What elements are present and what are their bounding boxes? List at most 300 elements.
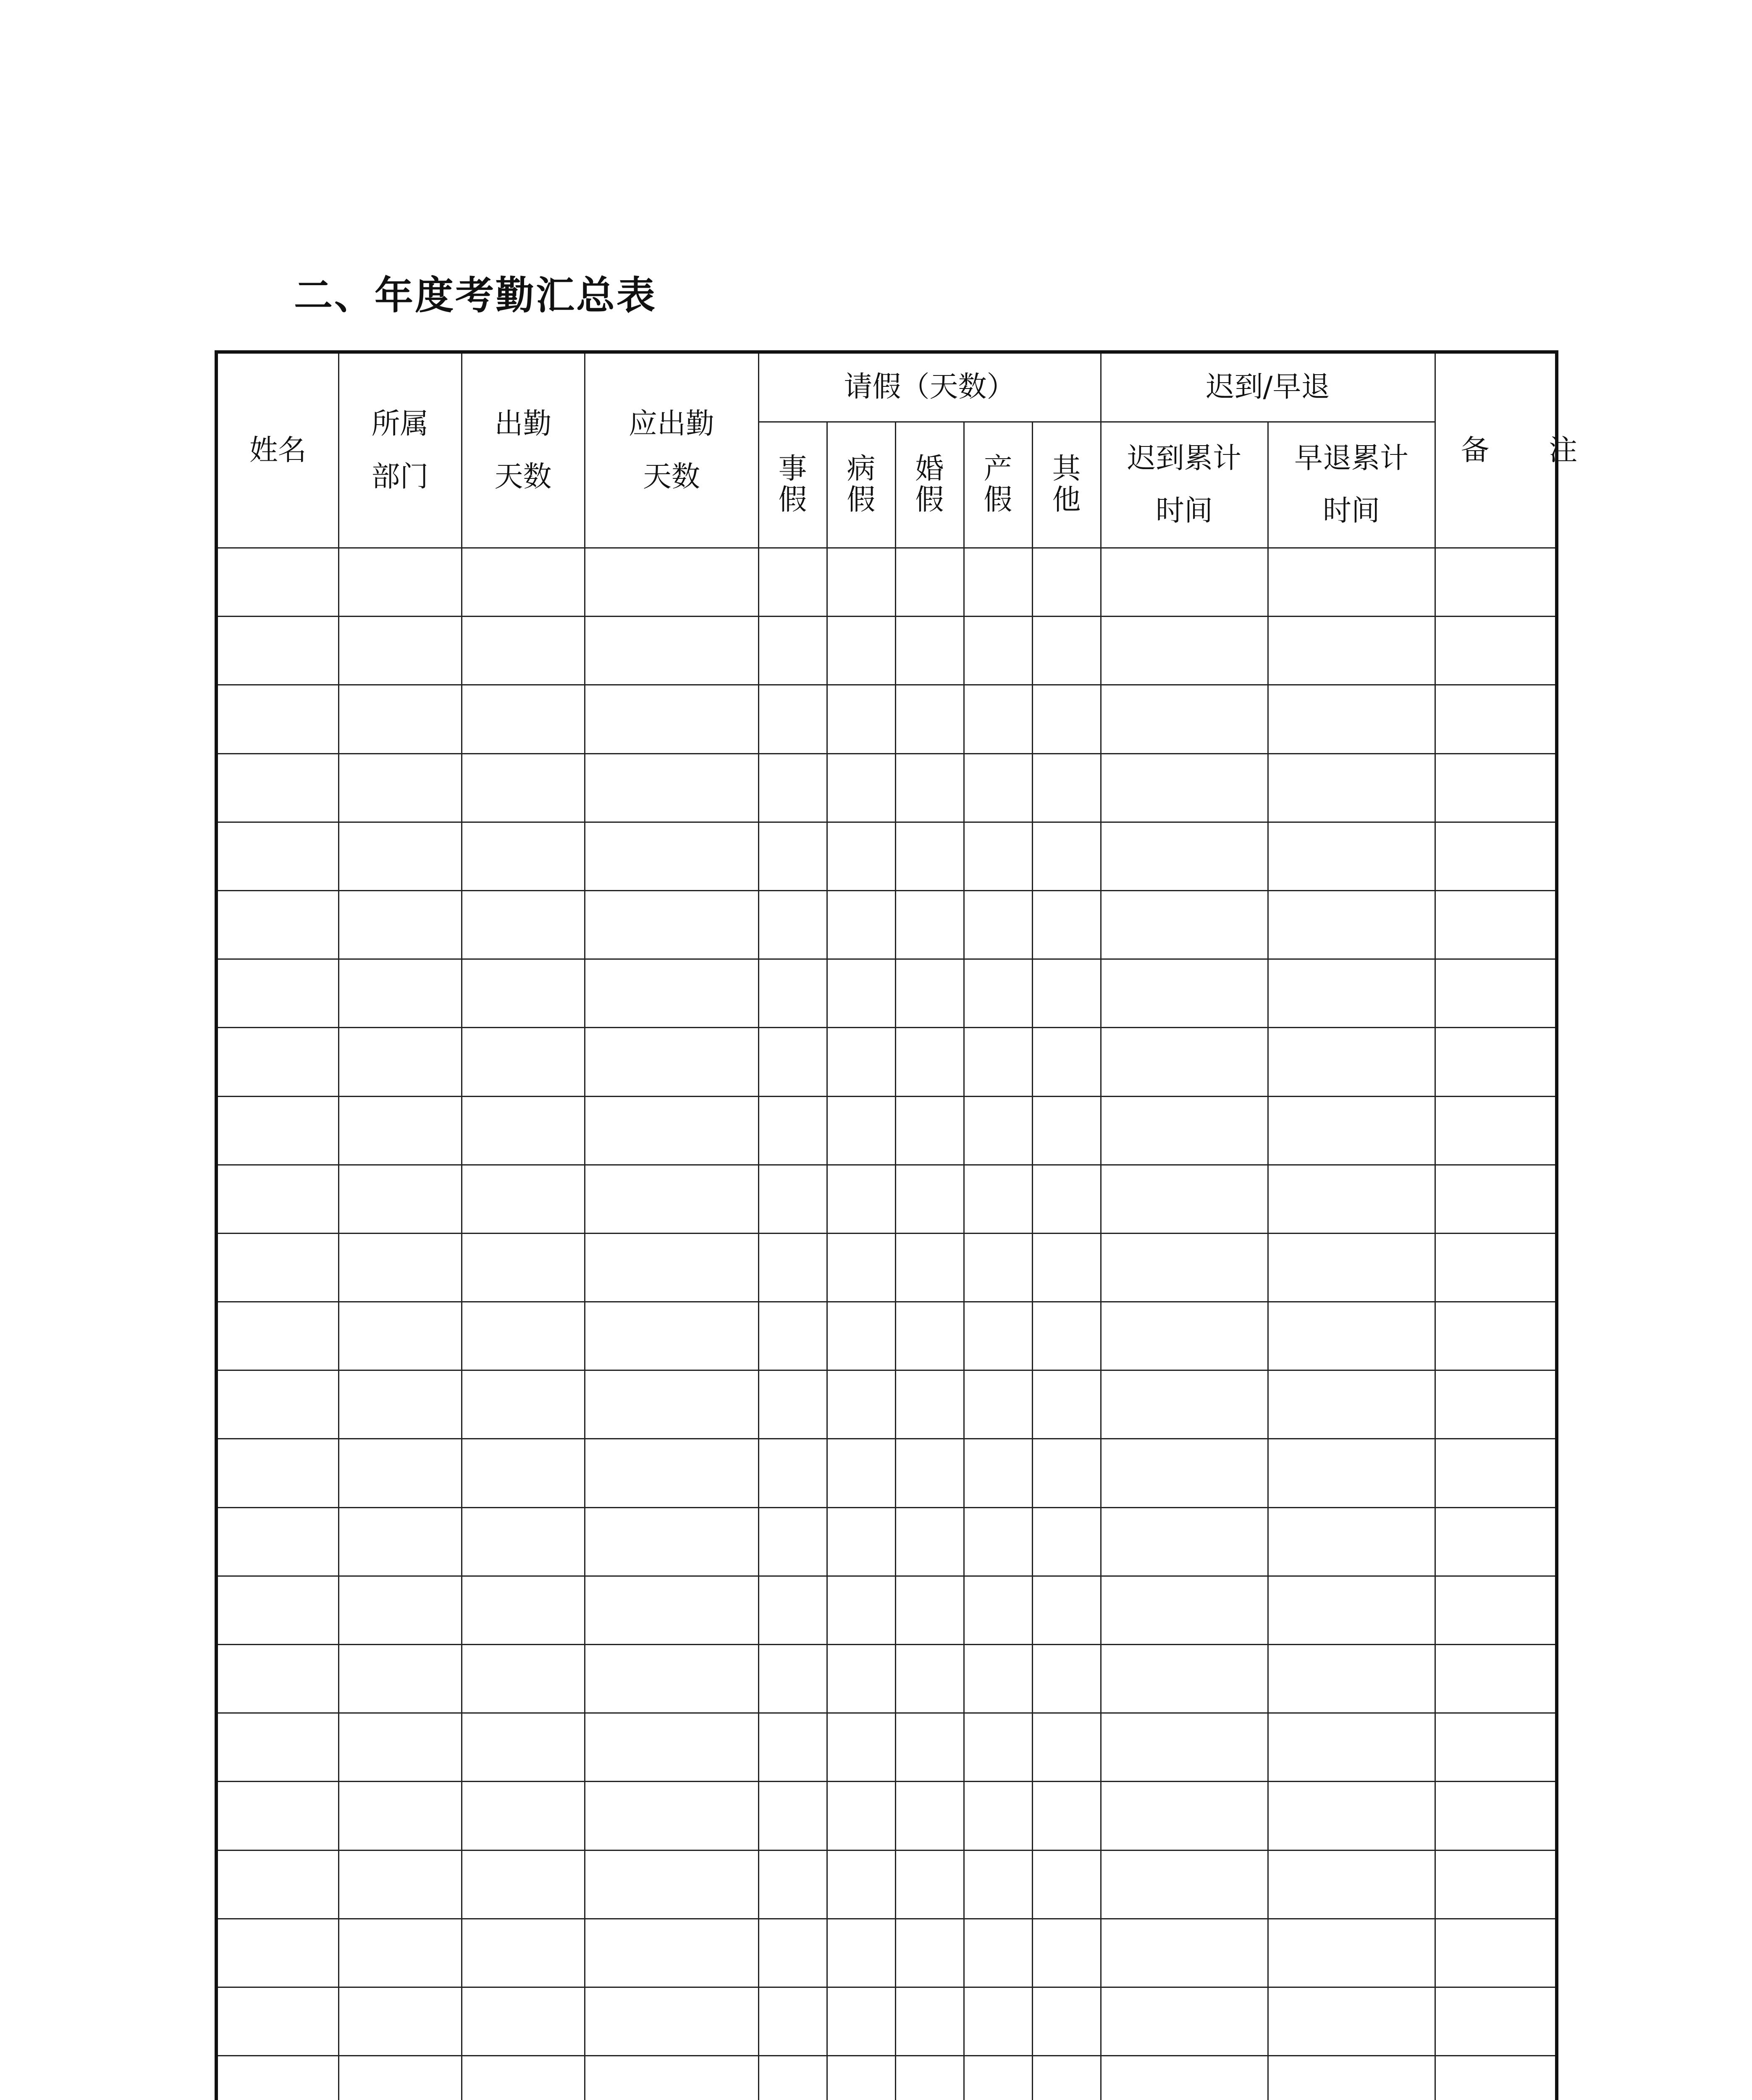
table-cell[interactable] bbox=[462, 1645, 585, 1713]
table-cell[interactable] bbox=[1032, 1165, 1101, 1233]
table-cell[interactable] bbox=[216, 1165, 338, 1233]
table-cell[interactable] bbox=[827, 1987, 895, 2055]
table-cell[interactable] bbox=[895, 822, 964, 890]
table-cell[interactable] bbox=[1101, 2056, 1268, 2100]
table-cell[interactable] bbox=[585, 890, 758, 959]
table-cell[interactable] bbox=[895, 1782, 964, 1850]
table-cell[interactable] bbox=[1101, 1987, 1268, 2055]
table-cell[interactable] bbox=[895, 617, 964, 685]
table-cell[interactable] bbox=[338, 1645, 462, 1713]
table-row bbox=[216, 1096, 1557, 1165]
table-cell[interactable] bbox=[585, 1507, 758, 1576]
table-cell[interactable] bbox=[1101, 1919, 1268, 1987]
table-cell[interactable] bbox=[1268, 1782, 1435, 1850]
table-cell[interactable] bbox=[585, 753, 758, 822]
table-cell[interactable] bbox=[462, 1302, 585, 1370]
table-cell[interactable] bbox=[585, 1370, 758, 1439]
table-cell[interactable] bbox=[585, 1576, 758, 1644]
table-cell[interactable] bbox=[462, 1507, 585, 1576]
table-cell[interactable] bbox=[1101, 753, 1268, 822]
table-cell[interactable] bbox=[827, 890, 895, 959]
table-cell[interactable] bbox=[1032, 1096, 1101, 1165]
table-cell[interactable] bbox=[1101, 822, 1268, 890]
table-cell[interactable] bbox=[1268, 1233, 1435, 1302]
table-cell[interactable] bbox=[1101, 1576, 1268, 1644]
table-cell[interactable] bbox=[758, 1576, 827, 1644]
table-cell[interactable] bbox=[827, 548, 895, 617]
table-cell[interactable] bbox=[1032, 1645, 1101, 1713]
table-cell[interactable] bbox=[216, 1302, 338, 1370]
table-cell[interactable] bbox=[758, 1987, 827, 2055]
table-cell[interactable] bbox=[216, 1987, 338, 2055]
table-cell[interactable] bbox=[1268, 1919, 1435, 1987]
table-cell[interactable] bbox=[964, 1713, 1032, 1782]
table-cell[interactable] bbox=[895, 1439, 964, 1507]
table-cell[interactable] bbox=[585, 959, 758, 1028]
table-cell[interactable] bbox=[462, 1987, 585, 2055]
table-cell[interactable] bbox=[585, 1782, 758, 1850]
table-cell[interactable] bbox=[216, 1782, 338, 1850]
table-cell[interactable] bbox=[338, 1987, 462, 2055]
table-cell[interactable] bbox=[827, 1096, 895, 1165]
table-cell[interactable] bbox=[827, 1233, 895, 1302]
table-cell[interactable] bbox=[585, 1850, 758, 1919]
table-cell[interactable] bbox=[895, 1850, 964, 1919]
table-cell[interactable] bbox=[1032, 1302, 1101, 1370]
table-cell[interactable] bbox=[964, 890, 1032, 959]
header-leave-maternity: 产 假 bbox=[964, 422, 1032, 548]
table-cell[interactable] bbox=[964, 1165, 1032, 1233]
table-cell[interactable] bbox=[338, 1507, 462, 1576]
table-cell[interactable] bbox=[1032, 1713, 1101, 1782]
table-cell[interactable] bbox=[1435, 1576, 1557, 1644]
table-cell[interactable] bbox=[758, 1645, 827, 1713]
table-cell[interactable] bbox=[964, 1850, 1032, 1919]
table-cell[interactable] bbox=[338, 959, 462, 1028]
table-cell[interactable] bbox=[827, 1919, 895, 1987]
table-cell[interactable] bbox=[895, 1165, 964, 1233]
table-cell[interactable] bbox=[1268, 753, 1435, 822]
table-cell[interactable] bbox=[1032, 1507, 1101, 1576]
table-cell[interactable] bbox=[964, 1987, 1032, 2055]
table-cell[interactable] bbox=[585, 1165, 758, 1233]
table-cell[interactable] bbox=[1032, 548, 1101, 617]
table-cell[interactable] bbox=[1032, 1850, 1101, 1919]
table-row bbox=[216, 685, 1557, 753]
table-cell[interactable] bbox=[827, 1165, 895, 1233]
table-cell[interactable] bbox=[758, 1028, 827, 1096]
table-cell[interactable] bbox=[964, 617, 1032, 685]
table-cell[interactable] bbox=[964, 1302, 1032, 1370]
table-cell[interactable] bbox=[758, 1713, 827, 1782]
table-cell[interactable] bbox=[895, 890, 964, 959]
table-cell[interactable] bbox=[1101, 617, 1268, 685]
table-row bbox=[216, 1576, 1557, 1644]
table-cell[interactable] bbox=[827, 1576, 895, 1644]
table-cell[interactable] bbox=[827, 753, 895, 822]
table-cell[interactable] bbox=[462, 1028, 585, 1096]
table-cell[interactable] bbox=[1032, 1576, 1101, 1644]
table-cell[interactable] bbox=[1101, 1713, 1268, 1782]
table-cell[interactable] bbox=[338, 1576, 462, 1644]
table-cell[interactable] bbox=[964, 1507, 1032, 1576]
table-cell[interactable] bbox=[758, 548, 827, 617]
table-cell[interactable] bbox=[1435, 685, 1557, 753]
table-cell[interactable] bbox=[964, 959, 1032, 1028]
table-cell[interactable] bbox=[338, 1850, 462, 1919]
table-cell[interactable] bbox=[827, 1713, 895, 1782]
table-cell[interactable] bbox=[827, 1507, 895, 1576]
table-cell[interactable] bbox=[758, 1782, 827, 1850]
table-cell[interactable] bbox=[758, 1439, 827, 1507]
table-cell[interactable] bbox=[338, 1233, 462, 1302]
table-cell[interactable] bbox=[585, 1028, 758, 1096]
table-cell[interactable] bbox=[462, 753, 585, 822]
table-cell[interactable] bbox=[338, 1096, 462, 1165]
table-cell[interactable] bbox=[216, 2056, 338, 2100]
table-cell[interactable] bbox=[895, 753, 964, 822]
table-cell[interactable] bbox=[462, 890, 585, 959]
table-cell[interactable] bbox=[1101, 1645, 1268, 1713]
table-cell[interactable] bbox=[964, 1370, 1032, 1439]
table-cell[interactable] bbox=[1268, 1987, 1435, 2055]
table-row bbox=[216, 1850, 1557, 1919]
table-cell[interactable] bbox=[462, 822, 585, 890]
table-cell[interactable] bbox=[1268, 959, 1435, 1028]
table-cell[interactable] bbox=[827, 1850, 895, 1919]
table-cell[interactable] bbox=[895, 959, 964, 1028]
table-cell[interactable] bbox=[1101, 1850, 1268, 1919]
table-cell[interactable] bbox=[1101, 890, 1268, 959]
table-cell[interactable] bbox=[758, 685, 827, 753]
table-cell[interactable] bbox=[758, 1233, 827, 1302]
table-cell[interactable] bbox=[1268, 890, 1435, 959]
table-cell[interactable] bbox=[462, 1096, 585, 1165]
table-cell[interactable] bbox=[585, 548, 758, 617]
table-cell[interactable] bbox=[338, 685, 462, 753]
table-cell[interactable] bbox=[964, 1096, 1032, 1165]
table-cell[interactable] bbox=[1268, 685, 1435, 753]
table-cell[interactable] bbox=[1268, 548, 1435, 617]
table-cell[interactable] bbox=[1435, 1439, 1557, 1507]
table-cell[interactable] bbox=[585, 1302, 758, 1370]
table-row bbox=[216, 1782, 1557, 1850]
table-cell[interactable] bbox=[338, 1439, 462, 1507]
table-cell[interactable] bbox=[338, 890, 462, 959]
table-cell[interactable] bbox=[895, 1302, 964, 1370]
table-cell[interactable] bbox=[1101, 1302, 1268, 1370]
table-cell[interactable] bbox=[216, 548, 338, 617]
table-cell[interactable] bbox=[827, 1370, 895, 1439]
table-cell[interactable] bbox=[462, 1165, 585, 1233]
table-cell[interactable] bbox=[585, 1645, 758, 1713]
table-cell[interactable] bbox=[1032, 1782, 1101, 1850]
table-row bbox=[216, 548, 1557, 617]
table-cell[interactable] bbox=[338, 1713, 462, 1782]
table-cell[interactable] bbox=[758, 959, 827, 1028]
table-cell[interactable] bbox=[216, 1370, 338, 1439]
table-cell[interactable] bbox=[1435, 617, 1557, 685]
table-cell[interactable] bbox=[338, 1028, 462, 1096]
table-cell[interactable] bbox=[462, 1370, 585, 1439]
table-cell[interactable] bbox=[964, 1576, 1032, 1644]
table-cell[interactable] bbox=[1435, 2056, 1557, 2100]
table-cell[interactable] bbox=[1032, 959, 1101, 1028]
table-cell[interactable] bbox=[462, 1576, 585, 1644]
table-cell[interactable] bbox=[216, 1576, 338, 1644]
table-cell[interactable] bbox=[964, 1233, 1032, 1302]
table-cell[interactable] bbox=[216, 1507, 338, 1576]
table-cell[interactable] bbox=[462, 685, 585, 753]
table-cell[interactable] bbox=[964, 1782, 1032, 1850]
table-cell[interactable] bbox=[758, 617, 827, 685]
table-cell[interactable] bbox=[216, 753, 338, 822]
table-cell[interactable] bbox=[338, 1302, 462, 1370]
table-cell[interactable] bbox=[895, 1370, 964, 1439]
table-cell[interactable] bbox=[895, 1919, 964, 1987]
table-cell[interactable] bbox=[1032, 1439, 1101, 1507]
table-cell[interactable] bbox=[895, 1645, 964, 1713]
table-cell[interactable] bbox=[895, 1713, 964, 1782]
table-cell[interactable] bbox=[338, 548, 462, 617]
table-row bbox=[216, 1919, 1557, 1987]
table-row bbox=[216, 1370, 1557, 1439]
table-cell[interactable] bbox=[827, 1782, 895, 1850]
table-cell[interactable] bbox=[338, 617, 462, 685]
table-cell[interactable] bbox=[1435, 753, 1557, 822]
table-row bbox=[216, 1302, 1557, 1370]
table-cell[interactable] bbox=[1032, 822, 1101, 890]
table-cell[interactable] bbox=[827, 959, 895, 1028]
table-cell[interactable] bbox=[895, 1576, 964, 1644]
table-cell[interactable] bbox=[1032, 1919, 1101, 1987]
table-cell[interactable] bbox=[895, 2056, 964, 2100]
table-row bbox=[216, 1028, 1557, 1096]
table-cell[interactable] bbox=[338, 1370, 462, 1439]
table-cell[interactable] bbox=[585, 685, 758, 753]
table-cell[interactable] bbox=[338, 1782, 462, 1850]
table-cell[interactable] bbox=[462, 617, 585, 685]
table-cell[interactable] bbox=[585, 2056, 758, 2100]
table-cell[interactable] bbox=[585, 617, 758, 685]
table-cell[interactable] bbox=[895, 1096, 964, 1165]
table-cell[interactable] bbox=[1268, 2056, 1435, 2100]
table-cell[interactable] bbox=[1032, 2056, 1101, 2100]
table-cell[interactable] bbox=[1268, 822, 1435, 890]
table-cell[interactable] bbox=[462, 1782, 585, 1850]
table-cell[interactable] bbox=[1101, 1439, 1268, 1507]
table-cell[interactable] bbox=[1435, 1919, 1557, 1987]
table-cell[interactable] bbox=[1101, 1370, 1268, 1439]
table-cell[interactable] bbox=[964, 1645, 1032, 1713]
table-cell[interactable] bbox=[964, 548, 1032, 617]
table-cell[interactable] bbox=[827, 1302, 895, 1370]
table-cell[interactable] bbox=[1101, 959, 1268, 1028]
table-row bbox=[216, 1987, 1557, 2055]
table-cell[interactable] bbox=[585, 1439, 758, 1507]
table-cell[interactable] bbox=[758, 1850, 827, 1919]
table-cell[interactable] bbox=[1268, 1713, 1435, 1782]
table-cell[interactable] bbox=[462, 959, 585, 1028]
table-cell[interactable] bbox=[827, 685, 895, 753]
table-cell[interactable] bbox=[758, 1507, 827, 1576]
table-cell[interactable] bbox=[964, 753, 1032, 822]
table-cell[interactable] bbox=[895, 1507, 964, 1576]
table-cell[interactable] bbox=[1032, 890, 1101, 959]
table-cell[interactable] bbox=[1268, 1302, 1435, 1370]
table-cell[interactable] bbox=[827, 2056, 895, 2100]
table-cell[interactable] bbox=[964, 2056, 1032, 2100]
table-cell[interactable] bbox=[462, 1850, 585, 1919]
table-row bbox=[216, 617, 1557, 685]
table-cell[interactable] bbox=[216, 1096, 338, 1165]
table-cell[interactable] bbox=[462, 1233, 585, 1302]
table-cell[interactable] bbox=[758, 890, 827, 959]
table-cell[interactable] bbox=[895, 1028, 964, 1096]
table-cell[interactable] bbox=[1435, 1233, 1557, 1302]
table-cell[interactable] bbox=[758, 1165, 827, 1233]
table-cell[interactable] bbox=[1435, 1370, 1557, 1439]
table-cell[interactable] bbox=[216, 617, 338, 685]
table-cell[interactable] bbox=[1268, 617, 1435, 685]
table-cell[interactable] bbox=[1435, 1782, 1557, 1850]
header-early-total: 早退累计 时间 bbox=[1268, 422, 1435, 548]
table-cell[interactable] bbox=[1268, 1645, 1435, 1713]
table-cell[interactable] bbox=[1032, 753, 1101, 822]
table-cell[interactable] bbox=[895, 548, 964, 617]
table-cell[interactable] bbox=[1435, 1850, 1557, 1919]
table-cell[interactable] bbox=[216, 822, 338, 890]
table-cell[interactable] bbox=[338, 753, 462, 822]
header-required-days: 应出勤 天数 bbox=[585, 352, 758, 548]
table-cell[interactable] bbox=[1268, 1165, 1435, 1233]
table-cell[interactable] bbox=[216, 1233, 338, 1302]
table-cell[interactable] bbox=[1032, 1987, 1101, 2055]
table-cell[interactable] bbox=[1032, 1233, 1101, 1302]
table-cell[interactable] bbox=[585, 1987, 758, 2055]
table-cell[interactable] bbox=[1268, 1439, 1435, 1507]
table-cell[interactable] bbox=[1435, 1028, 1557, 1096]
table-cell[interactable] bbox=[1101, 1782, 1268, 1850]
table-cell[interactable] bbox=[1268, 1576, 1435, 1644]
table-cell[interactable] bbox=[1435, 890, 1557, 959]
table-cell[interactable] bbox=[462, 1713, 585, 1782]
table-cell[interactable] bbox=[216, 1713, 338, 1782]
table-cell[interactable] bbox=[827, 822, 895, 890]
table-cell[interactable] bbox=[1268, 1370, 1435, 1439]
table-cell[interactable] bbox=[585, 822, 758, 890]
table-row bbox=[216, 959, 1557, 1028]
table-cell[interactable] bbox=[895, 1233, 964, 1302]
table-cell[interactable] bbox=[1435, 1987, 1557, 2055]
table-cell[interactable] bbox=[1032, 1370, 1101, 1439]
table-cell[interactable] bbox=[1268, 1850, 1435, 1919]
table-cell[interactable] bbox=[758, 2056, 827, 2100]
table-cell[interactable] bbox=[216, 890, 338, 959]
table-cell[interactable] bbox=[964, 822, 1032, 890]
table-cell[interactable] bbox=[1435, 1507, 1557, 1576]
header-late-total: 迟到累计 时间 bbox=[1101, 422, 1268, 548]
table-cell[interactable] bbox=[1435, 1165, 1557, 1233]
table-cell[interactable] bbox=[338, 1919, 462, 1987]
table-cell[interactable] bbox=[1101, 1165, 1268, 1233]
header-leave-group: 请假（天数） bbox=[758, 352, 1101, 422]
table-cell[interactable] bbox=[585, 1919, 758, 1987]
table-cell[interactable] bbox=[216, 1919, 338, 1987]
table-cell[interactable] bbox=[216, 959, 338, 1028]
table-cell[interactable] bbox=[1435, 959, 1557, 1028]
table-row bbox=[216, 1507, 1557, 1576]
table-cell[interactable] bbox=[585, 1096, 758, 1165]
table-cell[interactable] bbox=[1268, 1507, 1435, 1576]
table-cell[interactable] bbox=[216, 1850, 338, 1919]
table-cell[interactable] bbox=[895, 685, 964, 753]
table-cell[interactable] bbox=[1101, 1028, 1268, 1096]
table-cell[interactable] bbox=[216, 1028, 338, 1096]
table-cell[interactable] bbox=[462, 1439, 585, 1507]
table-cell[interactable] bbox=[338, 2056, 462, 2100]
table-cell[interactable] bbox=[462, 548, 585, 617]
header-leave-personal: 事 假 bbox=[758, 422, 827, 548]
table-cell[interactable] bbox=[758, 1919, 827, 1987]
table-cell[interactable] bbox=[585, 1233, 758, 1302]
table-cell[interactable] bbox=[964, 1028, 1032, 1096]
table-cell[interactable] bbox=[758, 753, 827, 822]
table-cell[interactable] bbox=[1435, 1302, 1557, 1370]
table-cell[interactable] bbox=[1101, 685, 1268, 753]
table-cell[interactable] bbox=[758, 1370, 827, 1439]
table-cell[interactable] bbox=[827, 617, 895, 685]
table-cell[interactable] bbox=[462, 2056, 585, 2100]
table-cell[interactable] bbox=[1435, 548, 1557, 617]
table-cell[interactable] bbox=[758, 1302, 827, 1370]
table-cell[interactable] bbox=[827, 1645, 895, 1713]
table-cell[interactable] bbox=[1435, 1713, 1557, 1782]
table-row bbox=[216, 1439, 1557, 1507]
header-name: 姓名 bbox=[216, 352, 338, 548]
table-cell[interactable] bbox=[1268, 1028, 1435, 1096]
table-cell[interactable] bbox=[1032, 617, 1101, 685]
table-cell[interactable] bbox=[585, 1713, 758, 1782]
table-cell[interactable] bbox=[1435, 1645, 1557, 1713]
table-cell[interactable] bbox=[758, 1096, 827, 1165]
table-cell[interactable] bbox=[338, 822, 462, 890]
table-cell[interactable] bbox=[1101, 1096, 1268, 1165]
table-cell[interactable] bbox=[1101, 548, 1268, 617]
table-cell[interactable] bbox=[216, 1645, 338, 1713]
table-cell[interactable] bbox=[758, 822, 827, 890]
table-cell[interactable] bbox=[216, 1439, 338, 1507]
table-cell[interactable] bbox=[1101, 1507, 1268, 1576]
table-cell[interactable] bbox=[895, 1987, 964, 2055]
header-leave-marriage: 婚 假 bbox=[895, 422, 964, 548]
table-cell[interactable] bbox=[964, 1919, 1032, 1987]
table-cell[interactable] bbox=[1032, 685, 1101, 753]
table-cell[interactable] bbox=[462, 1919, 585, 1987]
table-cell[interactable] bbox=[1032, 1028, 1101, 1096]
table-cell[interactable] bbox=[216, 685, 338, 753]
table-cell[interactable] bbox=[964, 685, 1032, 753]
table-cell[interactable] bbox=[827, 1028, 895, 1096]
table-row bbox=[216, 1233, 1557, 1302]
table-cell[interactable] bbox=[1268, 1096, 1435, 1165]
table-cell[interactable] bbox=[1435, 822, 1557, 890]
table-cell[interactable] bbox=[1435, 1096, 1557, 1165]
table-cell[interactable] bbox=[827, 1439, 895, 1507]
table-cell[interactable] bbox=[1101, 1233, 1268, 1302]
table-cell[interactable] bbox=[338, 1165, 462, 1233]
table-cell[interactable] bbox=[964, 1439, 1032, 1507]
